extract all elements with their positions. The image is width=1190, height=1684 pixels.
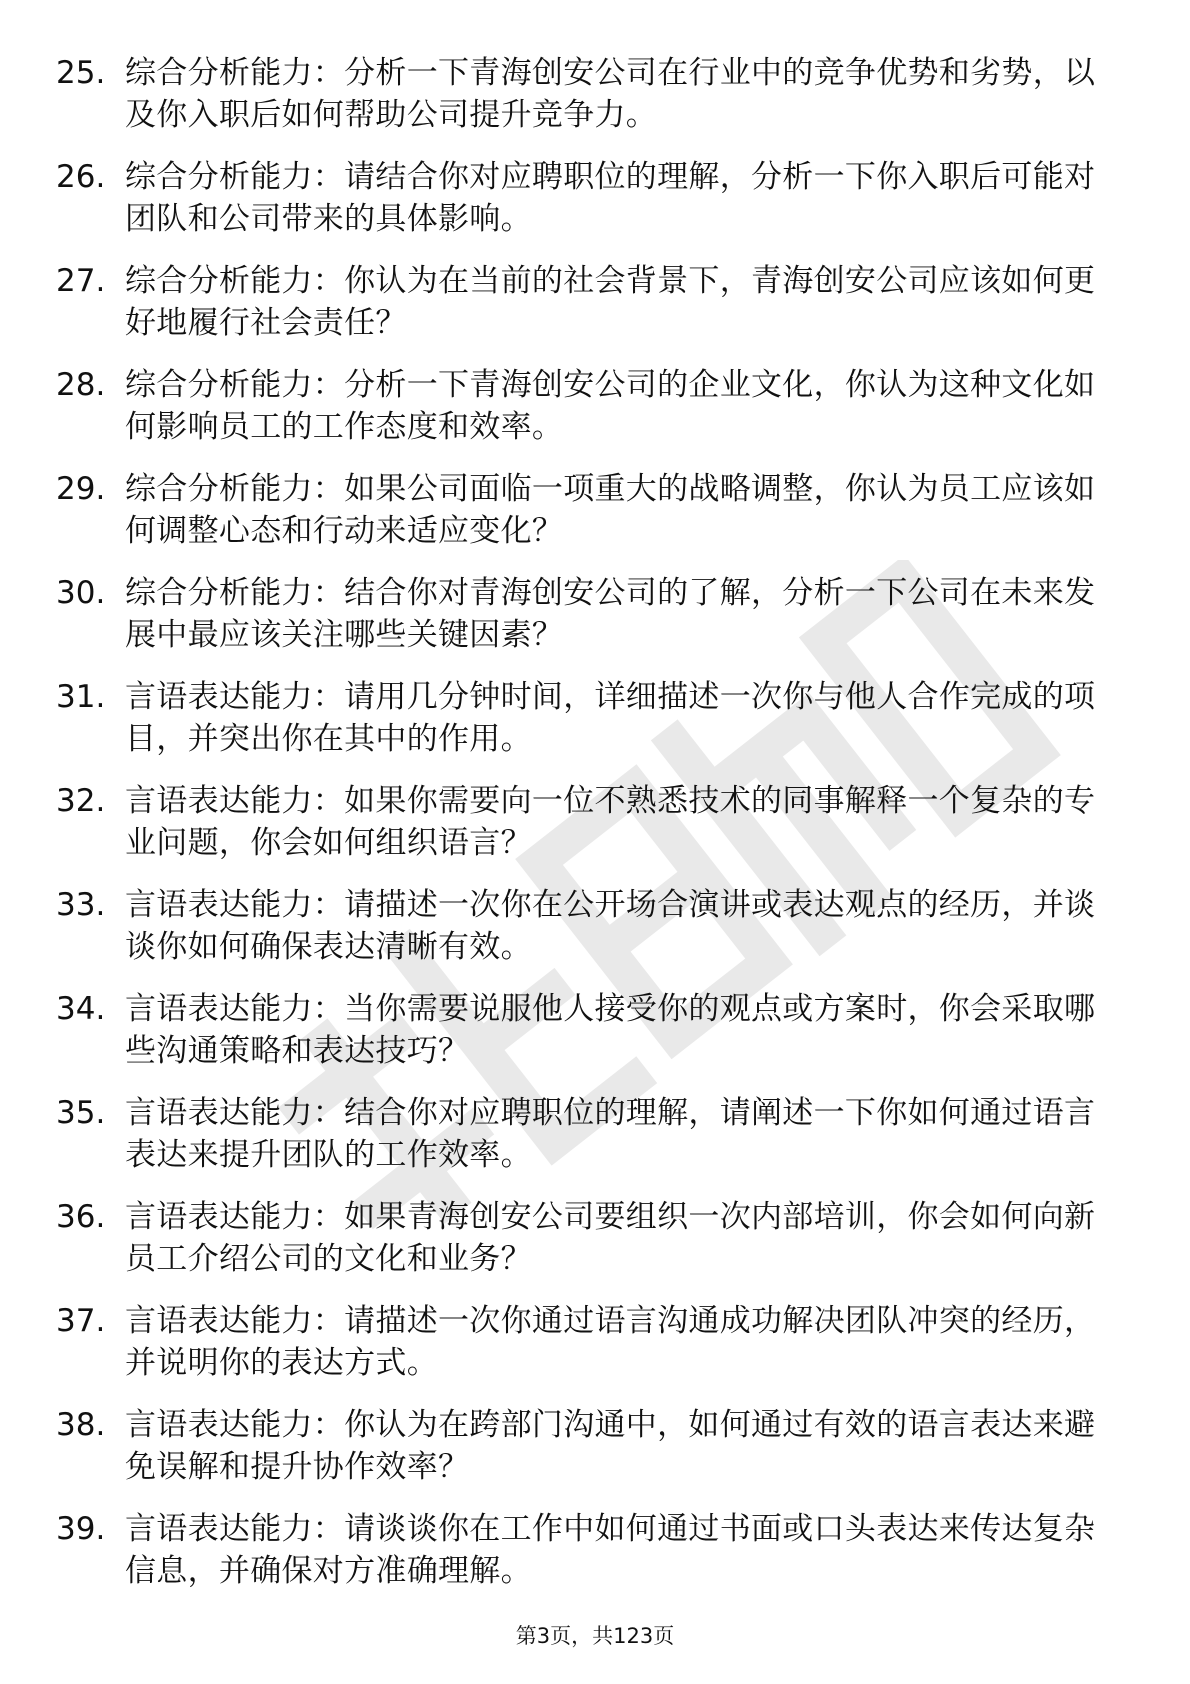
question-text: 言语表达能力：如果青海创安公司要组织一次内部培训，你会如何向新员工介绍公司的文化和业务？	[125, 1199, 1096, 1277]
question-text: 言语表达能力：当你需要说服他人接受你的观点或方案时，你会采取哪些沟通策略和表达技巧？	[125, 991, 1096, 1069]
question-number: 34.	[56, 991, 106, 1027]
question-number: 28.	[56, 367, 106, 403]
page-footer: 第3页，共123页	[515, 1624, 675, 1648]
list-item	[0, 1092, 1190, 1196]
question-number: 35.	[56, 1095, 106, 1131]
list-item	[0, 52, 1190, 156]
question-text: 言语表达能力：你认为在跨部门沟通中，如何通过有效的语言表达来避免误解和提升协作效率？	[125, 1407, 1096, 1485]
list-item	[0, 988, 1190, 1092]
list-item	[0, 676, 1190, 780]
list-item	[0, 572, 1190, 676]
list-item	[0, 780, 1190, 884]
list-item	[0, 1404, 1190, 1508]
question-number: 25.	[56, 55, 106, 91]
question-text: 言语表达能力：请描述一次你通过语言沟通成功解决团队冲突的经历，并说明你的表达方式。	[125, 1303, 1096, 1381]
question-number: 36.	[56, 1199, 106, 1235]
question-text: 综合分析能力：你认为在当前的社会背景下，青海创安公司应该如何更好地履行社会责任？	[125, 263, 1096, 341]
question-text: 综合分析能力：分析一下青海创安公司的企业文化，你认为这种文化如何影响员工的工作态度和效率。	[125, 367, 1096, 445]
question-number: 26.	[56, 159, 106, 195]
question-number: 29.	[56, 471, 106, 507]
question-number: 32.	[56, 783, 106, 819]
question-text: 言语表达能力：如果你需要向一位不熟悉技术的同事解释一个复杂的专业问题，你会如何组织语言？	[125, 783, 1096, 861]
question-number: 38.	[56, 1407, 106, 1443]
list-item	[0, 884, 1190, 988]
question-text: 言语表达能力：请谈谈你在工作中如何通过书面或口头表达来传达复杂信息，并确保对方准确理解。	[125, 1511, 1096, 1589]
list-item	[0, 1196, 1190, 1300]
question-text: 言语表达能力：请描述一次你在公开场合演讲或表达观点的经历，并谈谈你如何确保表达清晰有效。	[125, 887, 1096, 965]
list-item	[0, 260, 1190, 364]
list-item	[0, 364, 1190, 468]
question-number: 30.	[56, 575, 106, 611]
question-number: 33.	[56, 887, 106, 923]
question-text: 言语表达能力：结合你对应聘职位的理解，请阐述一下你如何通过语言表达来提升团队的工作效率。	[125, 1095, 1096, 1173]
list-item	[0, 156, 1190, 260]
question-text: 综合分析能力：结合你对青海创安公司的了解，分析一下公司在未来发展中最应该关注哪些关键因素？	[125, 575, 1096, 653]
question-number: 27.	[56, 263, 106, 299]
question-number: 37.	[56, 1303, 106, 1339]
list-item	[0, 468, 1190, 572]
question-list	[0, 52, 1190, 1612]
question-text: 综合分析能力：分析一下青海创安公司在行业中的竞争优势和劣势，以及你入职后如何帮助公司提升竞争力。	[125, 55, 1096, 133]
question-text: 综合分析能力：请结合你对应聘职位的理解，分析一下你入职后可能对团队和公司带来的具体影响。	[125, 159, 1096, 237]
question-number: 31.	[56, 679, 106, 715]
list-item	[0, 1300, 1190, 1404]
question-text: 综合分析能力：如果公司面临一项重大的战略调整，你认为员工应该如何调整心态和行动来适应变化？	[125, 471, 1096, 549]
question-number: 39.	[56, 1511, 106, 1547]
question-text: 言语表达能力：请用几分钟时间，详细描述一次你与他人合作完成的项目，并突出你在其中的作用。	[125, 679, 1096, 757]
list-item	[0, 1508, 1190, 1612]
